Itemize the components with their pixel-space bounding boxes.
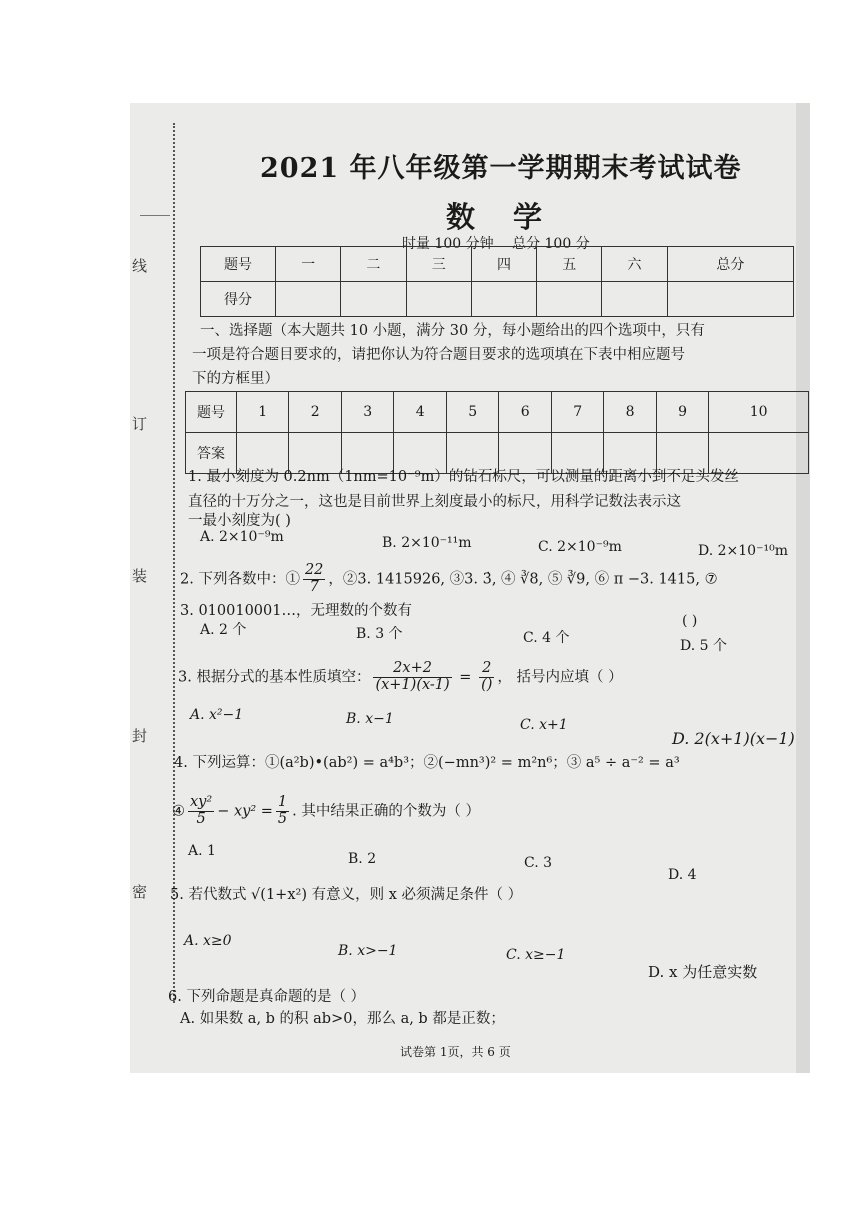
q5-line: 5. 若代数式 √(1+x²) 有意义，则 x 必须满足条件（ ） [170,887,523,903]
answer-col-number: 9 [656,392,708,433]
q2-frac-numerator: 22 [304,562,324,578]
binding-label-zhuang: 装 [132,567,148,585]
exam-title: 2021 年八年级第一学期期末考试试卷 [260,153,742,184]
score-col-total: 总分 [667,247,793,282]
score-cell[interactable] [276,282,341,317]
score-col-6: 六 [602,247,667,282]
answer-col-number: 10 [709,392,809,433]
answer-col-number: 7 [551,392,603,433]
answer-col-number: 1 [237,392,289,433]
q4-option-d: D. 4 [668,867,697,883]
paper-edge-shadow [796,103,810,1073]
q2-line2: 3. 010010001…，无理数的个数有 [180,603,412,619]
score-col-1: 一 [276,247,341,282]
answer-col-number: 3 [341,392,393,433]
score-row-label: 得分 [201,282,276,317]
q2-option-a: A. 2 个 [200,622,247,638]
section1-line3: 下的方框里） [192,371,279,387]
q3-rhs-denominator: () [481,676,493,693]
q6-line: 6. 下列命题是真命题的是（ ） [168,989,366,1005]
q4-middle: − xy² = [217,803,273,820]
q3-prefix: 3. 根据分式的基本性质填空： [178,669,371,686]
score-col-4: 四 [471,247,536,282]
score-cell[interactable] [602,282,667,317]
q3-option-c: C. x+1 [520,717,568,733]
score-cell[interactable] [341,282,406,317]
q4-option-b: B. 2 [348,851,377,867]
score-cell[interactable] [406,282,471,317]
q3-lhs-fraction [373,661,451,694]
answer-col-number: 6 [499,392,551,433]
q3-option-b: B. x−1 [346,711,394,727]
subject-title: 数学 [446,200,581,234]
section1-line2: 一项是符合题目要求的，请把你认为符合题目要求的选项填在下表中相应题号 [192,347,685,363]
binding-label-mi: 密 [132,883,148,901]
q5-option-b: B. x>−1 [338,943,398,959]
time-limit: 时量 100 分钟 [402,236,494,252]
q4-circle-4: ④ [172,803,185,820]
q4-suffix: . 其中结果正确的个数为（ ） [292,803,480,820]
q2-frac-denominator: 7 [309,578,319,595]
q2-prefix: 2. 下列各数中：① [180,571,300,588]
score-table-score-row [201,282,794,317]
q4-f1-denominator: 5 [196,810,206,827]
q1-line2: 直径的十万分之一，这也是目前世界上刻度最小的标尺，用科学记数法表示这 [188,494,681,510]
answer-col-number: 5 [446,392,498,433]
q3-rhs-fraction [479,661,494,694]
q4-f2-denominator: 5 [277,810,288,827]
binding-tick [140,215,170,216]
q4-fraction-1 [188,795,214,828]
answer-col-number: 4 [394,392,446,433]
q3-option-a: A. x²−1 [190,707,244,723]
answer-col-number: 8 [604,392,656,433]
q5-option-d: D. x 为任意实数 [648,963,758,981]
q4-line2 [172,795,480,828]
q1-line3: 一最小刻度为( ) [188,513,291,529]
q3-lhs-numerator: 2x+2 [373,661,451,678]
score-cell[interactable] [471,282,536,317]
score-header-label: 题号 [201,247,276,282]
q1-option-b: B. 2×10⁻¹¹m [382,535,472,551]
q2-option-b: B. 3 个 [356,626,403,642]
q4-option-a: A. 1 [188,843,216,859]
q2-answer-bracket: ( ) [682,613,698,629]
answer-col-number: 2 [289,392,341,433]
answer-header-label: 题号 [186,392,237,433]
score-table [200,246,794,317]
section1-line1: 一、选择题（本大题共 10 小题，满分 30 分，每小题给出的四个选项中，只有 [200,323,705,339]
score-table-header-row [201,247,794,282]
q2-line1 [180,563,718,596]
answer-row-label: 答案 [186,433,237,474]
q2-fraction [303,563,325,596]
q4-fraction-2 [276,795,289,828]
q1-option-c: C. 2×10⁻⁹m [538,539,622,555]
score-cell[interactable] [537,282,602,317]
binding-label-xian: 线 [132,257,148,275]
q3-line: 3. 根据分式的基本性质填空： $\frac{2x+2}{(x+1)(x-1)}$ = $\frac{2}{()}$ ， 括号内应填（ ） [178,660,623,693]
answer-table [185,391,809,474]
q1-line1: 1. 最小刻度为 0.2nm（1nm=10⁻⁹m）的钻石标尺，可以测量的距离小到不足头发丝 [188,469,739,485]
q5-option-a: A. x≥0 [184,933,232,949]
score-col-5: 五 [537,247,602,282]
score-col-2: 二 [341,247,406,282]
q5-option-c: C. x≥−1 [506,947,566,963]
binding-label-ding: 订 [132,415,148,433]
exam-paper [130,103,810,1073]
q3-option-d: D. 2(x+1)(x−1) [672,729,795,748]
total-score: 总分 100 分 [512,236,590,252]
score-cell[interactable] [667,282,793,317]
binding-dotted-line [173,123,175,1003]
q2-rest: ，②3. 1415926, ③3. 3̇, ④ ∛8, ⑤ ∛9, ⑥ π −3. 1415, ⑦ [328,571,718,588]
page-footer: 试卷第 1页，共 6 页 [400,1045,511,1059]
q3-suffix: ， 括号内应填（ ） [497,669,623,686]
q6-option-a: A. 如果数 a, b 的积 ab>0，那么 a, b 都是正数； [180,1011,505,1027]
q4-option-c: C. 3 [524,855,553,871]
answer-table-header-row [186,392,809,433]
q3-lhs-denominator: (x+1)(x-1) [375,676,450,693]
q4-f1-numerator: xy² [190,794,213,810]
q3-rhs-numerator: 2 [479,661,494,678]
q1-option-a: A. 2×10⁻⁹m [200,529,284,545]
score-col-3: 三 [406,247,471,282]
q4-f2-numerator: 1 [277,794,288,810]
binding-label-feng: 封 [132,727,148,745]
q2-option-d: D. 5 个 [680,638,727,654]
q1-option-d: D. 2×10⁻¹⁰m [698,543,788,559]
q2-option-c: C. 4 个 [523,630,570,646]
q4-line1: 4. 下列运算：①(a²b)•(ab²) = a⁴b³；②(−mn³)² = m²n⁶；③ a⁵ ÷ a⁻² = a³ [174,755,680,771]
